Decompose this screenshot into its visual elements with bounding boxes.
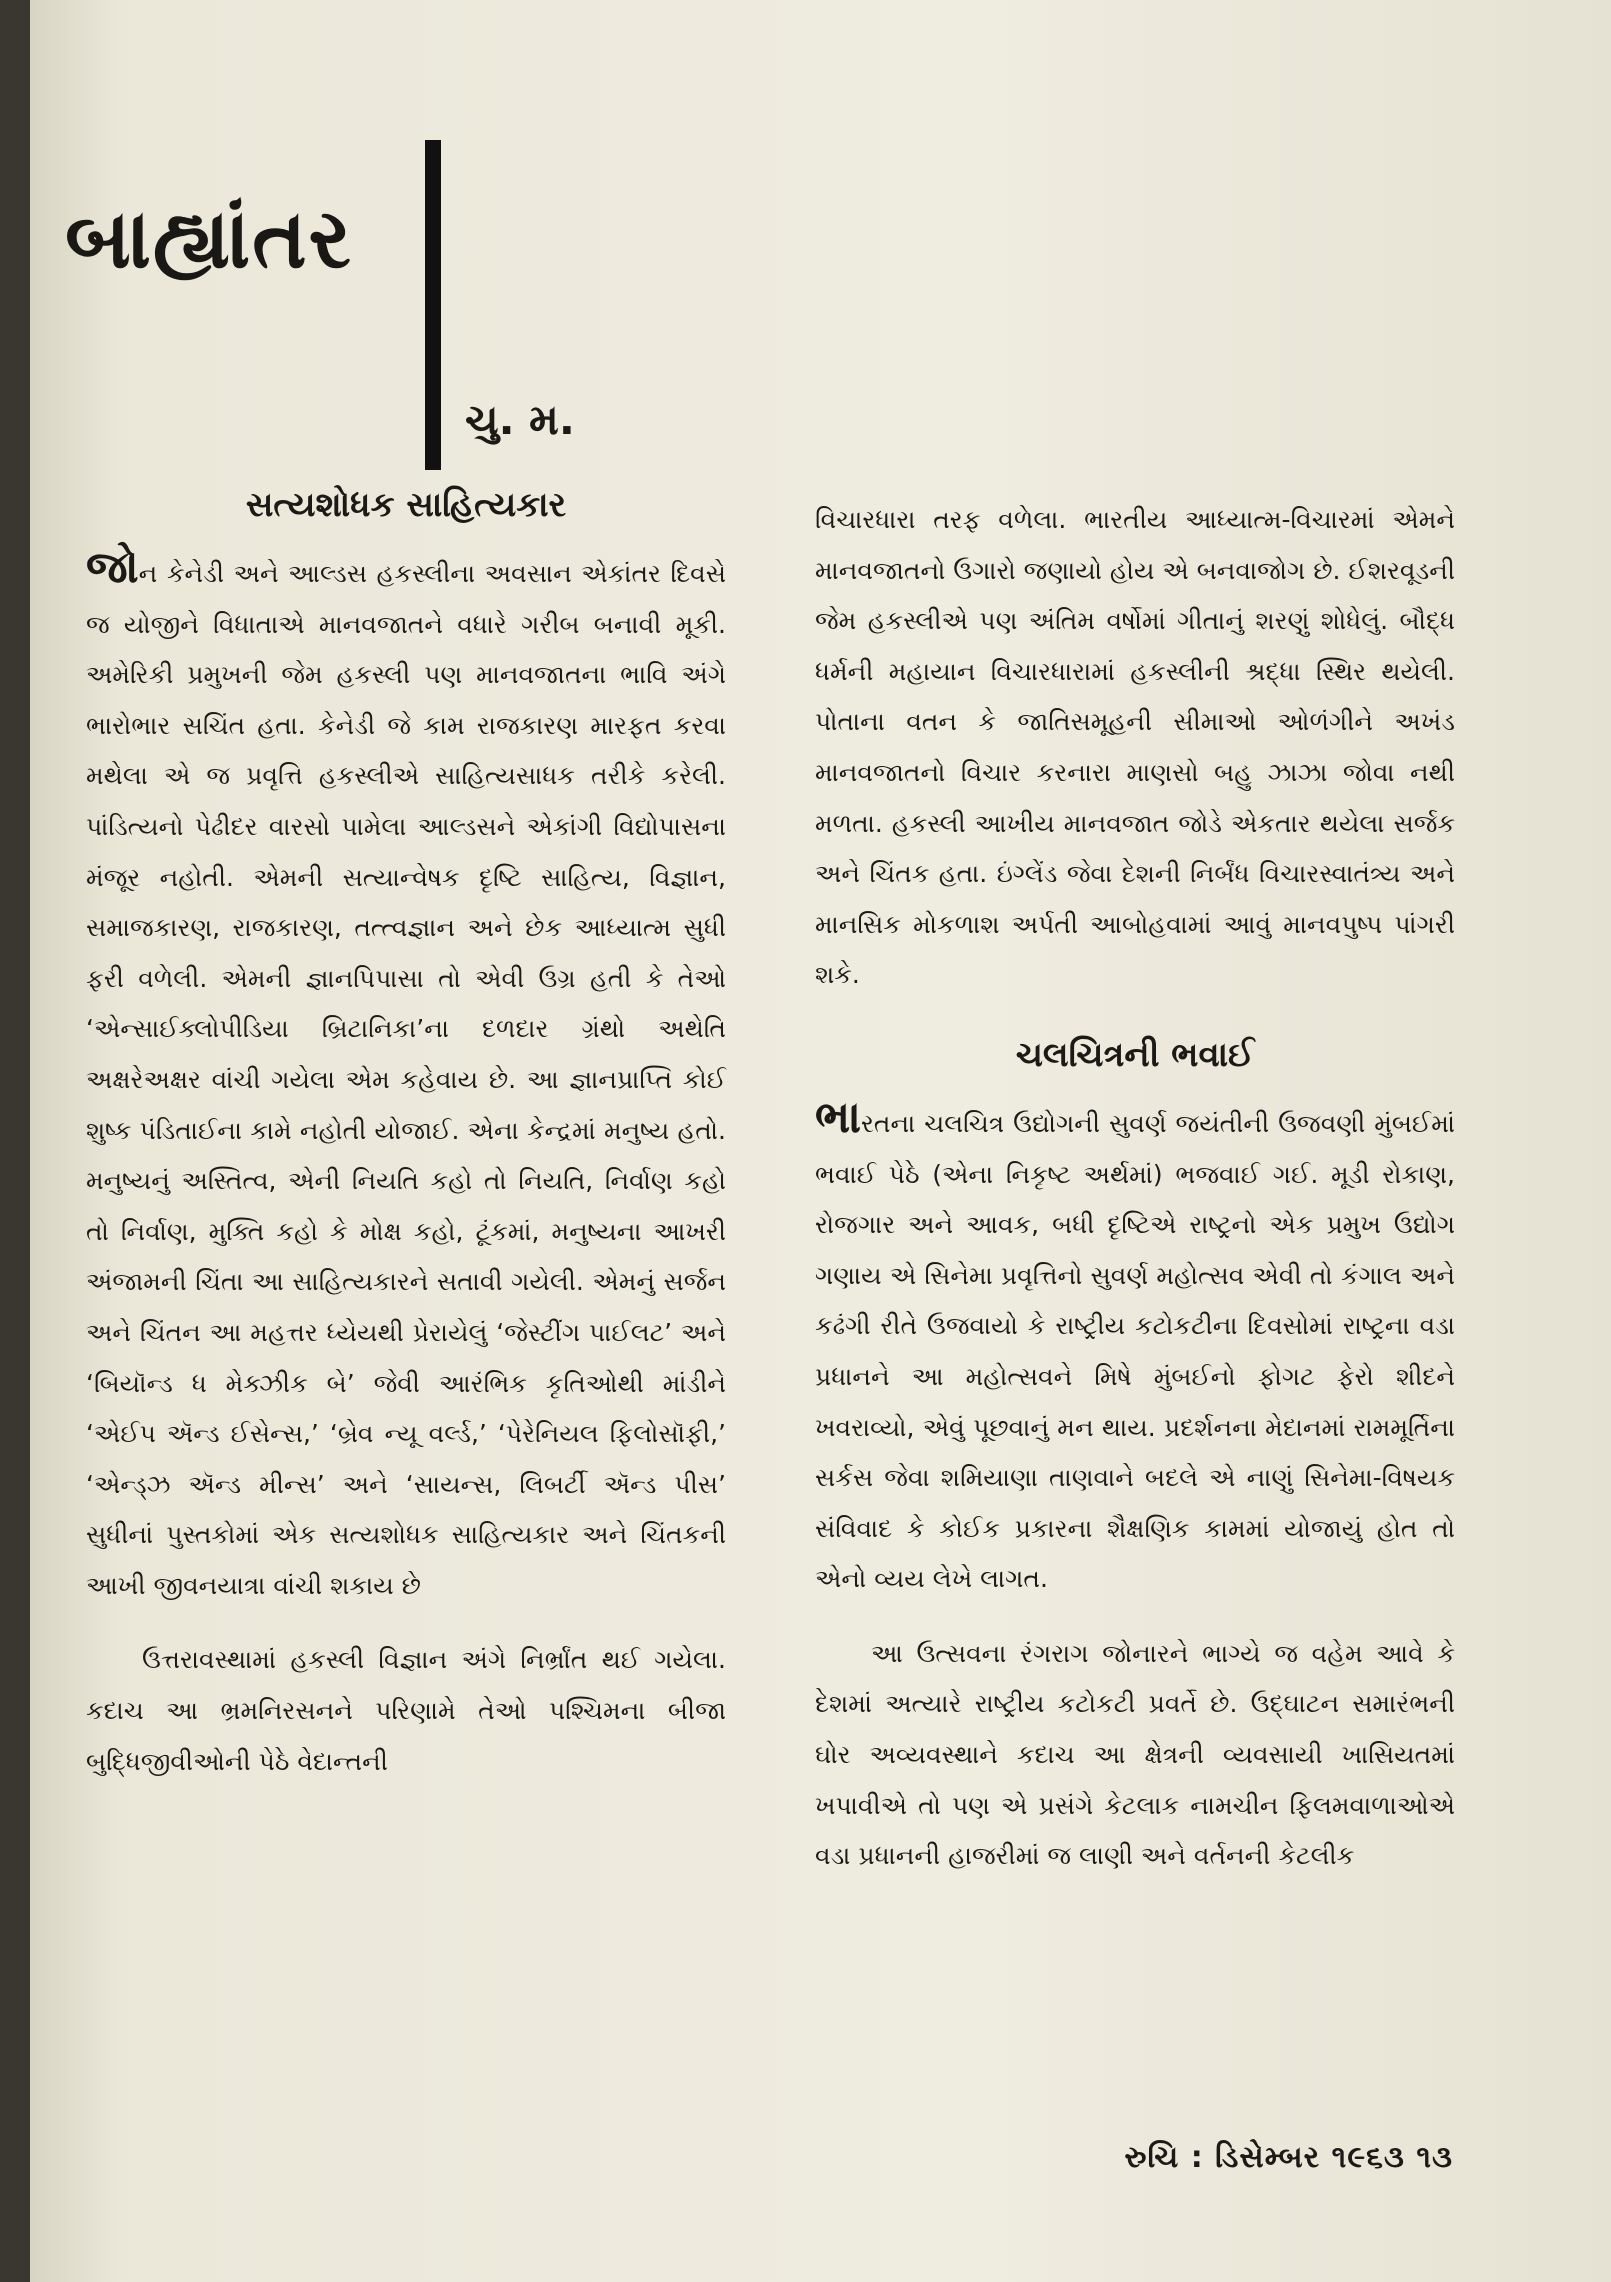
article1-paragraph-3: વિચારધારા તરફ વળેલા. ભારતીય આધ્યાત્મ-વિચારમાં એમને માનવજાતનો ઉગારો જણાયો હોય એ બનવાજોગ છે. ઈશરવૂડની જેમ હકસ્લીએ પણ અંતિમ વર્ષોમાં ગીતાનું શરણું શોધેલું. બૌદ્ધ ધર્મની મહાયાન વિચારધારામાં હકસ્લીની શ્રદ્ધા સ્થિર થયેલી. પોતાના વતન કે જાતિસમૂહની સીમાઓ ઓળંગીને અખંડ માનવજાતનો વિચાર કરનારા માણસો બહુ ઝાઝા જોવા નથી મળતા. હકસ્લી આખીય માનવજાત જોડે એકતાર થયેલા સર્જક અને ચિંતક હતા. ઇંગ્લેંડ જેવા દેશની નિર્બંધ વિચારસ્વાતંત્ર્ય અને માનસિક મોકળાશ અર્પતી આબોહવામાં આવું માનવપુષ્પ પાંગરી શકે. [815,505,1455,990]
article1-paragraph-1 [86,543,726,1611]
page-footer: રુચિ : ડિસેમ્બર ૧૯૬૩ ૧૩ [1124,2140,1453,2175]
article1-paragraph-2: ઉત્તરાવસ્થામાં હકસ્લી વિજ્ઞાન અંગે નિર્ભ્રાંત થઈ ગયેલા. કદાચ આ ભ્રમનિરસનને પરિણામે તેઓ પશ્ચિમના બીજા બુદ્ધિજીવીઓની પેઠે વેદાન્તની [86,1645,726,1776]
paragraph-text: ન કેનેડી અને આલ્ડસ હકસ્લીના અવસાન એકાંતર દિવસે જ યોજીને વિધાતાએ માનવજાતને વધારે ગરીબ બનાવી મૂકી. અમેરિકી પ્રમુખની જેમ હકસ્લી પણ માનવજાતના ભાવિ અંગે ભારોભાર સચિંત હતા. કેનેડી જે કામ રાજકારણ મારફત કરવા મથેલા એ જ પ્રવૃત્તિ હકસ્લીએ સાહિત્યસાધક તરીકે કરેલી. પાંડિત્યનો પેઢીદર વારસો પામેલા આલ્ડસને એકાંગી વિદ્યોપાસના મંજૂર નહોતી. એમની સત્યાન્વેષક દૃષ્ટિ સાહિત્ય, વિજ્ઞાન, સમાજકારણ, રાજકારણ, તત્ત્વજ્ઞાન અને છેક આધ્યાત્મ સુધી ફરી વળેલી. એમની જ્ઞાનપિપાસા તો એવી ઉગ્ર હતી કે તેઓ ‘એન્સાઈક્લોપીડિયા બ્રિટાનિકા’ના દળદાર ગ્રંથો અથેતિ અક્ષરેઅક્ષર વાંચી ગયેલા એમ કહેવાય છે. આ જ્ઞાનપ્રાપ્તિ કોઈ શુષ્ક પંડિતાઈના કામે નહોતી યોજાઈ. એના કેન્દ્રમાં મનુષ્ય હતો. મનુષ્યનું અસ્તિત્વ, એની નિયતિ કહો તો નિયતિ, નિર્વાણ કહો તો નિર્વાણ, મુક્તિ કહો કે મોક્ષ કહો, ટૂંકમાં, મનુષ્યના આખરી અંજામની ચિંતા આ સાહિત્યકારને સતાવી ગયેલી. એમનું સર્જન અને ચિંતન આ મહત્તર ધ્યેયથી પ્રેરાયેલું ‘જેસ્ટીંગ પાઈલટ’ અને ‘બિયૉન્ડ ધ મેક્ઝીક બે’ જેવી આરંભિક કૃતિઓથી માંડીને ‘એઈપ ઍન્ડ ઈસેન્સ,’ ‘બ્રેવ ન્યૂ વર્લ્ડ,’ ‘પેરેનિયલ ફિલોસૉફી,’ ‘એન્ડ્ઝ ઍન્ડ મીન્સ’ અને ‘સાયન્સ, લિબર્ટી ઍન્ડ પીસ’ સુધીનાં પુસ્તકોમાં એક સત્યશોધક સાહિત્યકાર અને ચિંતકની આખી જીવનયાત્રા વાંચી શકાય છે [86,559,726,1600]
article2-paragraph-1 [815,1093,1455,1605]
article-heading-2: ચલચિત્રની ભવાઈ [1015,1034,1255,1075]
author-initials: ચુ. મ. [465,395,575,444]
masthead [65,130,765,470]
binding-gutter [0,0,30,2282]
left-column [86,475,726,1811]
title-divider-bar [425,140,441,470]
dropcap: જો [86,542,139,593]
right-column [815,495,1455,1906]
dropcap: ભા [815,1091,861,1143]
column-title: બાહ્યાંતર [65,192,353,287]
article2-paragraph-2: આ ઉત્સવના રંગરાગ જોનારને ભાગ્યે જ વહેમ આવે કે દેશમાં અત્યારે રાષ્ટ્રીય કટોકટી પ્રવર્તે છે. ઉદ્ઘાટન સમારંભની ઘોર અવ્યવસ્થાને કદાચ આ ક્ષેત્રની વ્યવસાયી ખાસિયતમાં ખપાવીએ તો પણ એ પ્રસંગે કેટલાક નામચીન ફિલમવાળાઓએ વડા પ્રધાનની હાજરીમાં જ લાણી અને વર્તનની કેટલીક [815,1638,1455,1871]
paragraph-text: રતના ચલચિત્ર ઉદ્યોગની સુવર્ણ જયંતીની ઉજવણી મુંબઈમાં ભવાઈ પેઠે (એના નિકૃષ્ટ અર્થમાં) ભજવાઈ ગઈ. મૂડી રોકાણ, રોજગાર અને આવક, બધી દૃષ્ટિએ રાષ્ટ્રનો એક પ્રમુખ ઉદ્યોગ ગણાય એ સિનેમા પ્રવૃત્તિનો સુવર્ણ મહોત્સવ એવી તો કંગાલ અને કઢંગી રીતે ઉજવાયો કે રાષ્ટ્રીય કટોકટીના દિવસોમાં રાષ્ટ્રના વડા પ્રધાનને આ મહોત્સવને મિષે મુંબઈનો ફોગટ ફેરો શીદને ખવરાવ્યો, એવું પૂછવાનું મન થાય. પ્રદર્શનના મેદાનમાં રામમૂર્તિના સર્કસ જેવા શમિયાણા તાણવાને બદલે એ નાણું સિનેમા-વિષયક સંવિવાદ કે કોઈક પ્રકારના શૈક્ષણિક કામમાં યોજાયું હોત તો એનો વ્યય લેખે લાગત. [815,1108,1455,1594]
article-heading-1: સત્યશોધક સાહિત્યકાર [245,485,567,525]
